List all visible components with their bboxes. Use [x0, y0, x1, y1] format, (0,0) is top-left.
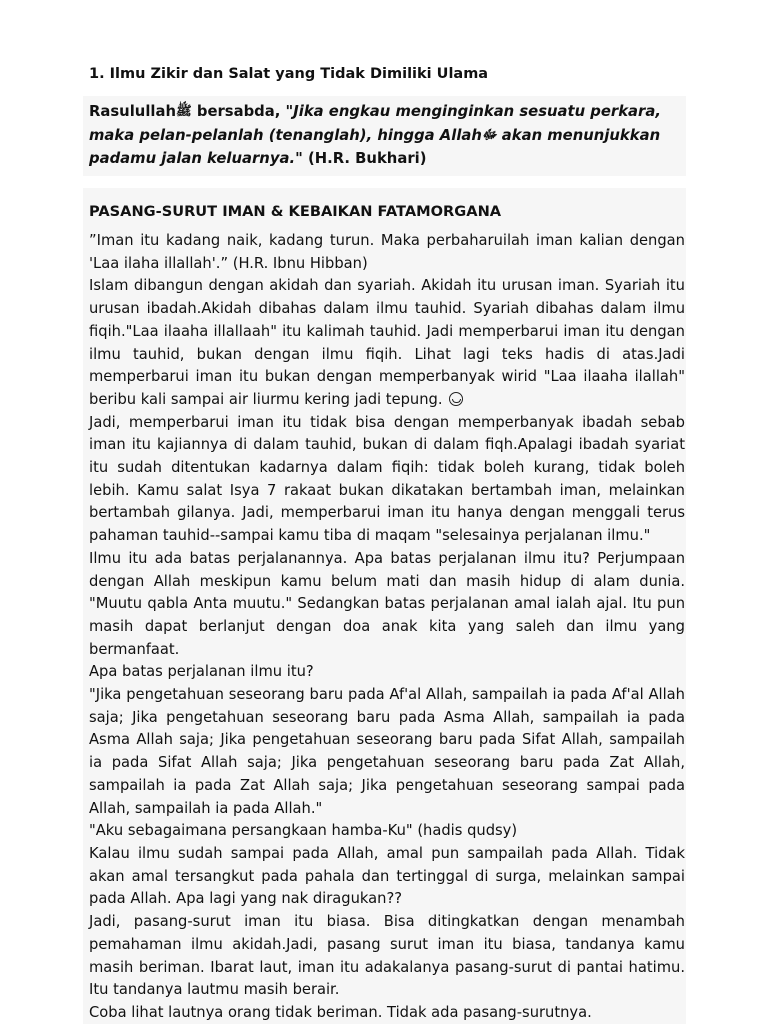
swt-glyph: ﷻ — [481, 127, 497, 143]
laughing-face-icon — [449, 392, 463, 406]
section-heading: 1. Ilmu Zikir dan Salat yang Tidak Dimiliki Ulama — [89, 66, 489, 82]
paragraph-10: Coba lihat lautnya orang tidak beriman. Tidak ada pasang-surutnya. — [89, 1003, 592, 1021]
paragraph-7: "Aku sebagaimana persangkaan hamba-Ku" (hadis qudsy) — [89, 822, 518, 840]
quote-text-b: akan menunjukkan padamu jalan keluarnya." — [89, 126, 661, 167]
quote-prefix: Rasulullah — [89, 103, 176, 120]
saw-glyph: ﷺ — [176, 104, 192, 119]
quote-source: (H.R. Bukhari) — [302, 150, 427, 167]
quote-text-a: "Jika engkau menginginkan sesuatu perkara, maka pelan-pelanlah (tenanglah), hingga Allah — [89, 103, 661, 144]
article-title: PASANG-SURUT IMAN & KEBAIKAN FATAMORGANA — [89, 203, 502, 220]
paragraph-9: Jadi, pasang-surut iman itu biasa. Bisa ditingkatkan dengan menambah pemahaman ilmu akidah.Jadi, pasang surut iman itu biasa, tandanya kamu masih beriman. Ibarat laut, iman itu adakalanya pasang-surut di pantai hatimu. Itu tandanya lautmu masih berair. — [89, 913, 685, 999]
quote-says: bersabda, — [191, 103, 286, 120]
hadith-quote — [89, 100, 685, 171]
paragraph-2-text: Islam dibangun dengan akidah dan syariah. Akidah itu urusan iman. Syariah itu urusan ibadah.Akidah dibahas dalam ilmu tauhid. Syariah dibahas dalam ilmu fiqih."Laa ilaaha illallaah" itu kalimah tauhid. Jadi memperbarui iman itu dengan ilmu tauhid, bukan dengan ilmu fiqih. Lihat lagi teks hadis di atas.Jadi memperbarui iman itu bukan dengan memperbanyak wirid "Laa ilaaha ilallah" beribu kali sampai air liurmu kering jadi tepung. — [89, 277, 685, 408]
paragraph-2 — [89, 275, 685, 411]
paragraph-3: Jadi, memperbarui iman itu tidak bisa dengan memperbanyak ibadah sebab iman itu kajiannya di dalam tauhid, bukan di dalam fiqh.Apalagi ibadah syariat itu sudah ditentukan kadarnya dalam fiqih: tidak boleh kurang, tidak boleh lebih. Kamu salat Isya 7 rakaat bukan dikatakan bertambah iman, melainkan bertambah gilanya. Jadi, memperbarui iman itu hanya dengan menggali terus pahaman tauhid--sampai kamu tiba di maqam "selesainya perjalanan ilmu." — [89, 413, 685, 545]
paragraph-8: Kalau ilmu sudah sampai pada Allah, amal pun sampailah pada Allah. Tidak akan amal tersangkut pada pahala dan tertinggal di surga, melainkan sampai pada Allah. Apa lagi yang nak diragukan?? — [89, 844, 685, 908]
paragraph-6: "Jika pengetahuan seseorang baru pada Af'al Allah, sampailah ia pada Af'al Allah saja; Jika pengetahuan seseorang baru pada Asma Allah, sampailah ia pada Asma Allah saja; Jika pengetahuan seseorang baru pada Sifat Allah, sampailah ia pada Sifat Allah saja; Jika pengetahuan seseorang baru pada Zat Allah, sampailah ia pada Zat Allah saja; Jika pengetahuan seseorang sampai pada Allah, sampailah ia pada Allah." — [89, 686, 685, 817]
article-body — [89, 230, 685, 1025]
paragraph-5: Apa batas perjalanan ilmu itu? — [89, 663, 314, 681]
paragraph-4: Ilmu itu ada batas perjalanannya. Apa batas perjalanan ilmu itu? Perjumpaan dengan Allah meskipun kamu belum mati dan masih hidup di alam dunia. "Muutu qabla Anta muutu." Sedangkan batas perjalanan amal ialah ajal. Itu pun masih dapat berlanjut dengan doa anak kita yang saleh dan ilmu yang bermanfaat. — [89, 549, 685, 658]
paragraph-1: ”Iman itu kadang naik, kadang turun. Maka perbaharuilah iman kalian dengan 'Laa ilaha illallah'.” (H.R. Ibnu Hibban) — [89, 232, 685, 272]
